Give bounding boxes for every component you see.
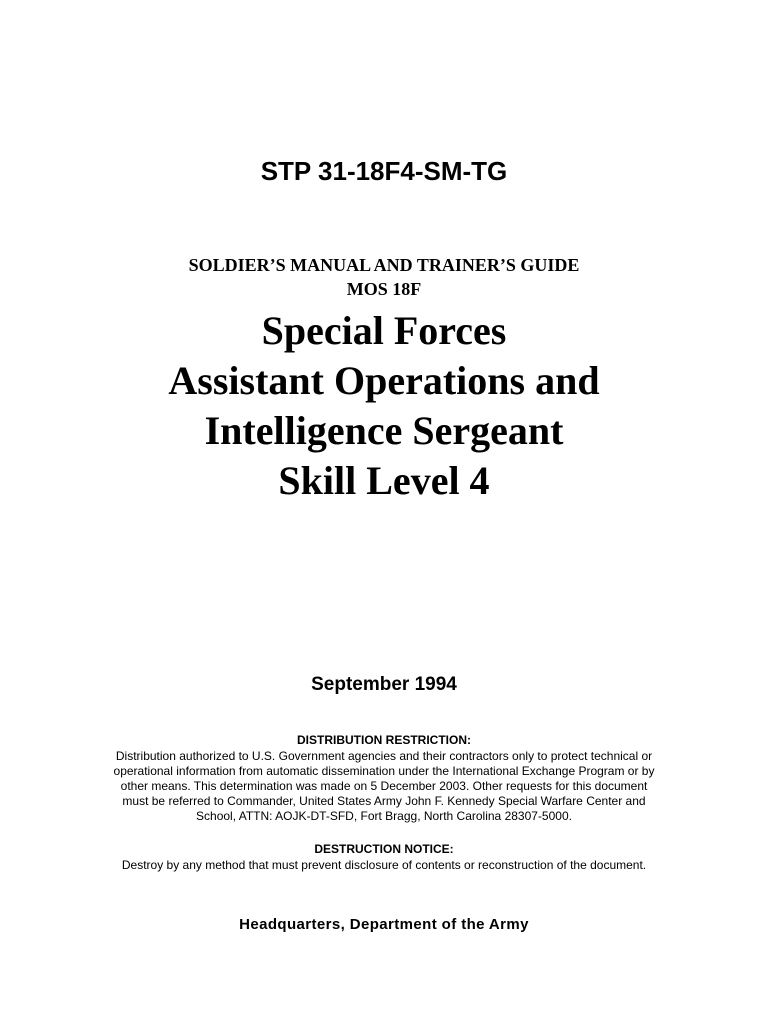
title-line: Assistant Operations and [168,358,600,403]
title-line: Intelligence Sergeant [204,408,564,453]
title-line: Skill Level 4 [278,458,490,503]
destruction-notice-text: Destroy by any method that must prevent disclosure of contents or reconstruction of the document. [121,858,647,872]
document-title [0,306,768,506]
mos-code: MOS 18F [346,279,422,299]
publisher: Headquarters, Department of the Army [239,916,529,933]
distribution-line: Distribution authorized to U.S. Government agencies and their contractors only to protect technical or [115,749,653,763]
distribution-line: School, ATTN: AOJK-DT-SFD, Fort Bragg, North Carolina 28307-5000. [196,809,572,823]
distribution-line: other means. This determination was made on 5 December 2003. Other requests for this document [120,779,648,793]
distribution-line: must be referred to Commander, United States Army John F. Kennedy Special Warfare Center and [122,794,646,808]
distribution-restriction-text [84,749,684,824]
manual-type: SOLDIER’S MANUAL AND TRAINER’S GUIDE [188,255,580,275]
destruction-notice-heading: DESTRUCTION NOTICE: [314,842,454,856]
title-line: Special Forces [261,308,507,353]
document-number: STP 31-18F4-SM-TG [260,156,508,186]
distribution-restriction-heading: DISTRIBUTION RESTRICTION: [297,733,471,747]
distribution-line: operational information from automatic dissemination under the International Exchange Program or by [113,764,655,778]
publication-date: September 1994 [311,674,457,695]
